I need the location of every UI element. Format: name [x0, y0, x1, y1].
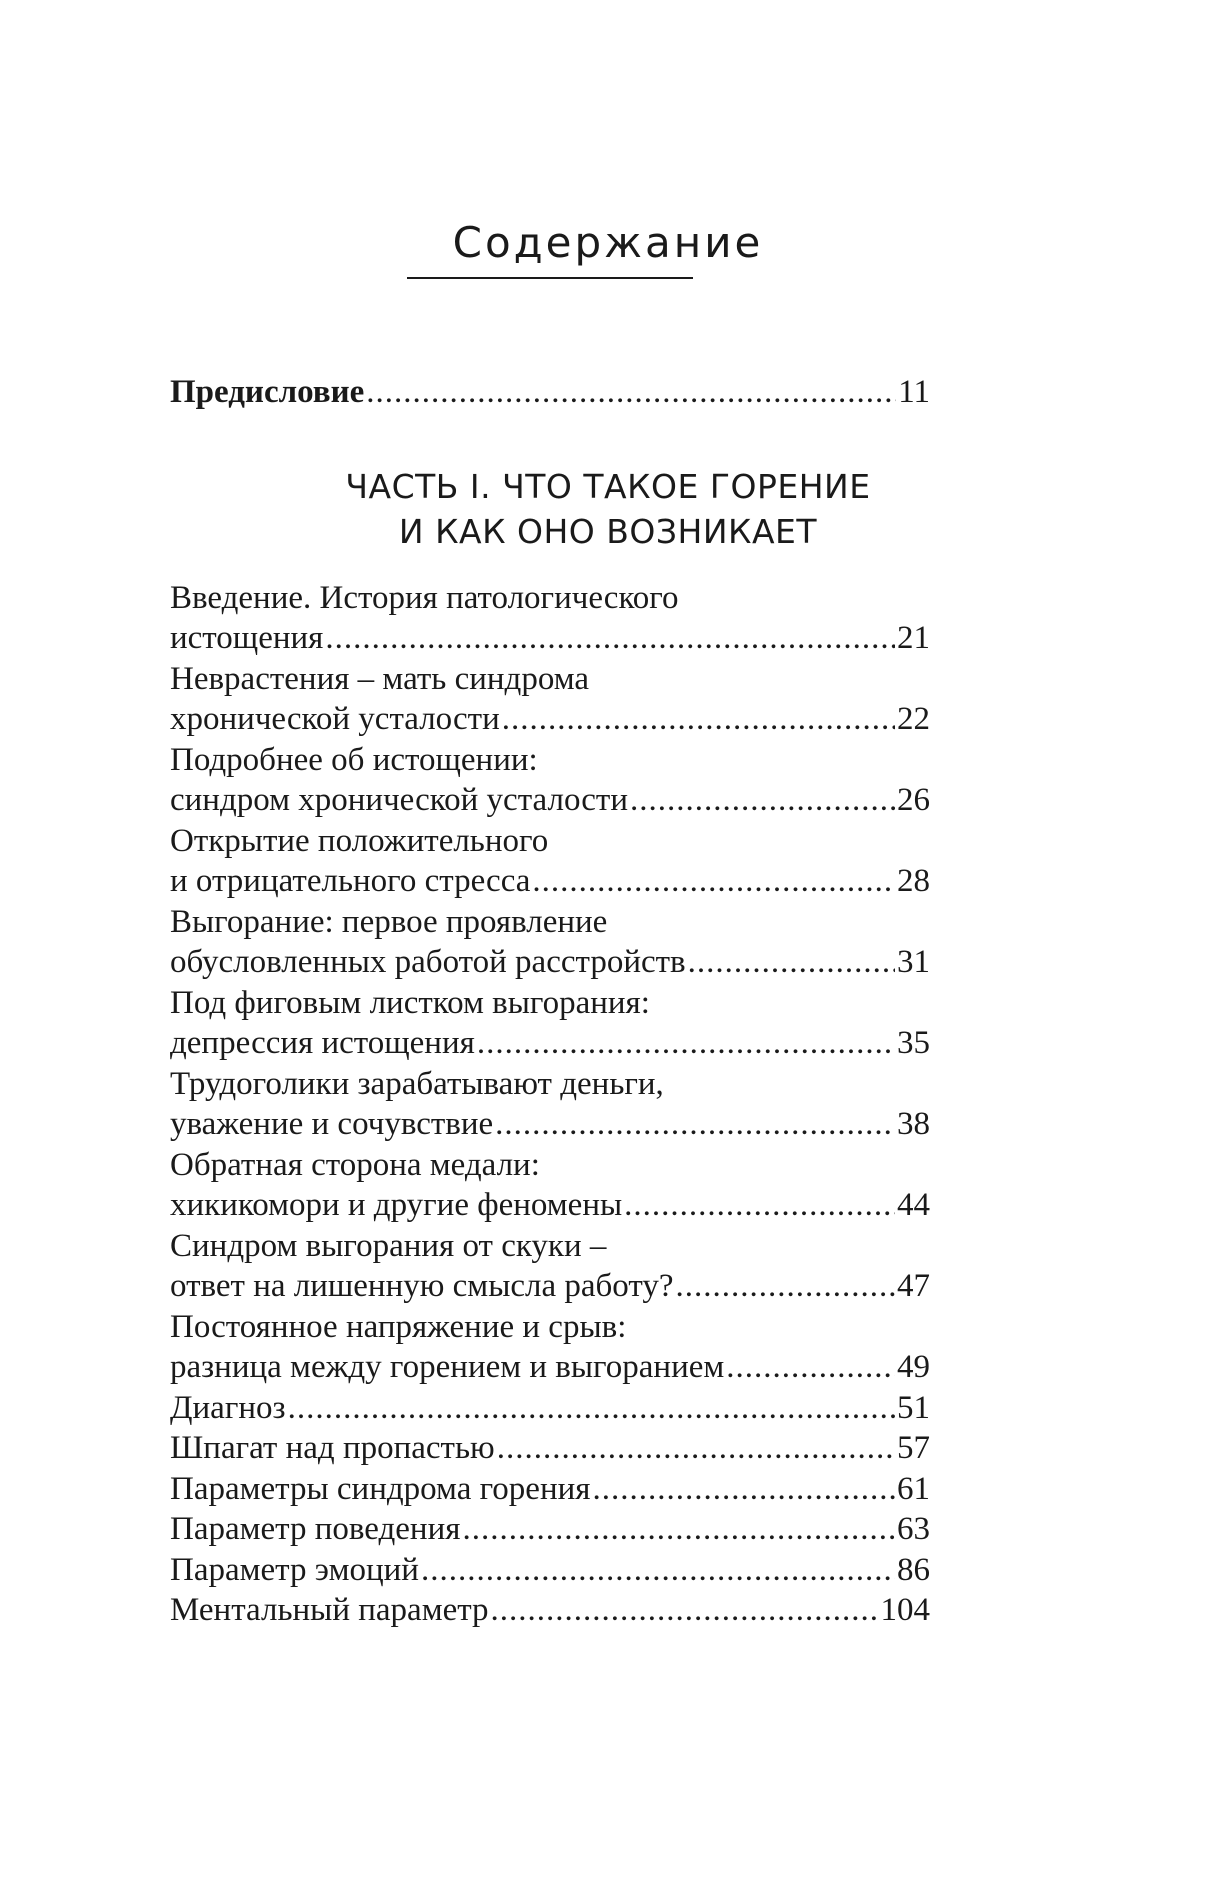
dot-leader: [288, 1388, 895, 1428]
toc-entry-page: 22: [897, 701, 930, 737]
toc-entry-page: 35: [897, 1025, 930, 1061]
part-heading-line2: И КАК ОНО ВОЗНИКАЕТ: [398, 512, 818, 551]
toc-entry-5[interactable]: [170, 942, 930, 982]
toc-entry-label: Предисловие: [170, 374, 365, 410]
toc-entry-4-line1[interactable]: Открытие положительного: [170, 823, 549, 859]
toc-entry-page: 31: [897, 944, 930, 980]
toc-entry-3-line1[interactable]: Подробнее об истощении:: [170, 742, 538, 778]
toc-entry-page: 38: [897, 1106, 930, 1142]
toc-entry-7-line1[interactable]: Трудоголики зарабатывают деньги,: [170, 1066, 664, 1102]
dot-leader: [462, 1509, 895, 1549]
dot-leader: [502, 699, 895, 739]
toc-entry-14[interactable]: [170, 1509, 930, 1549]
toc-entry-9[interactable]: [170, 1266, 930, 1306]
dot-leader: [532, 861, 895, 901]
toc-entry-1-line1[interactable]: Введение. История патологического: [170, 580, 679, 616]
toc-entry-label: уважение и сочувствие: [170, 1106, 494, 1142]
toc-entry-2-line1[interactable]: Неврастения – мать синдрома: [170, 661, 590, 697]
toc-entry-10-line1[interactable]: Постоянное напряжение и срыв:: [170, 1309, 627, 1345]
toc-entry-8[interactable]: [170, 1185, 930, 1225]
toc-entry-8-line1[interactable]: Обратная сторона медали:: [170, 1147, 540, 1183]
dot-leader: [726, 1347, 895, 1387]
toc-entry-label: хронической усталости: [170, 701, 500, 737]
toc-entry-page: 44: [897, 1187, 930, 1223]
toc-entry-label: Диагноз: [170, 1390, 286, 1426]
toc-entry-4[interactable]: [170, 861, 930, 901]
toc-entry-3[interactable]: [170, 780, 930, 820]
toc-entry-page: 28: [897, 863, 930, 899]
toc-entry-page: 47: [897, 1268, 930, 1304]
dot-leader: [366, 372, 896, 412]
part-heading-line1: ЧАСТЬ I. ЧТО ТАКОЕ ГОРЕНИЕ: [345, 467, 871, 506]
dot-leader: [497, 1428, 895, 1468]
toc-entry-label: Параметр эмоций: [170, 1552, 419, 1588]
dot-leader: [688, 942, 895, 982]
toc-entry-preface[interactable]: [170, 372, 930, 412]
page-title: Содержание: [452, 218, 764, 267]
toc-entry-15[interactable]: [170, 1550, 930, 1590]
dot-leader: [325, 618, 895, 658]
dot-leader: [421, 1550, 895, 1590]
toc-entry-page: 86: [897, 1552, 930, 1588]
toc-entry-page: 51: [897, 1390, 930, 1426]
toc-entry-5-line1[interactable]: Выгорание: первое проявление: [170, 904, 608, 940]
toc-entry-page: 49: [897, 1349, 930, 1385]
dot-leader: [624, 1185, 895, 1225]
toc-entry-page: 21: [897, 620, 930, 656]
toc-entry-label: Шпагат над пропастью: [170, 1430, 495, 1466]
toc-entry-page: 11: [898, 374, 930, 410]
toc-entry-page: 57: [897, 1430, 930, 1466]
toc-entry-label: ответ на лишенную смысла работу?: [170, 1268, 674, 1304]
toc-entry-12[interactable]: [170, 1428, 930, 1468]
dot-leader: [477, 1023, 895, 1063]
toc-entry-label: хикикомори и другие феномены: [170, 1187, 623, 1223]
toc-entry-6-line1[interactable]: Под фиговым листком выгорания:: [170, 985, 650, 1021]
toc-entry-label: синдром хронической усталости: [170, 782, 628, 818]
dot-leader: [491, 1590, 879, 1630]
toc-entry-page: 63: [897, 1511, 930, 1547]
toc-entry-6[interactable]: [170, 1023, 930, 1063]
toc-entry-label: депрессия истощения: [170, 1025, 475, 1061]
toc-entry-10[interactable]: [170, 1347, 930, 1387]
dot-leader: [676, 1266, 895, 1306]
dot-leader: [592, 1469, 895, 1509]
dot-leader: [630, 780, 895, 820]
toc-entry-label: Ментальный параметр: [170, 1592, 489, 1628]
toc-entry-2[interactable]: [170, 699, 930, 739]
toc-entry-11[interactable]: [170, 1388, 930, 1428]
toc-entry-page: 61: [897, 1471, 930, 1507]
toc-entry-page: 104: [880, 1592, 930, 1628]
toc-entry-label: разница между горением и выгоранием: [170, 1349, 725, 1385]
toc-entry-1[interactable]: [170, 618, 930, 658]
toc-entry-label: обусловленных работой расстройств: [170, 944, 686, 980]
toc-entry-label: Параметр поведения: [170, 1511, 461, 1547]
toc-entry-7[interactable]: [170, 1104, 930, 1144]
toc-entry-label: и отрицательного стресса: [170, 863, 531, 899]
toc-entry-13[interactable]: [170, 1469, 930, 1509]
toc-entry-16[interactable]: [170, 1590, 930, 1630]
dot-leader: [495, 1104, 895, 1144]
toc-entry-9-line1[interactable]: Синдром выгорания от скуки –: [170, 1228, 607, 1264]
toc-entry-label: истощения: [170, 620, 324, 656]
toc-entry-page: 26: [897, 782, 930, 818]
toc-entry-label: Параметры синдрома горения: [170, 1471, 591, 1507]
title-underline: [407, 277, 693, 279]
